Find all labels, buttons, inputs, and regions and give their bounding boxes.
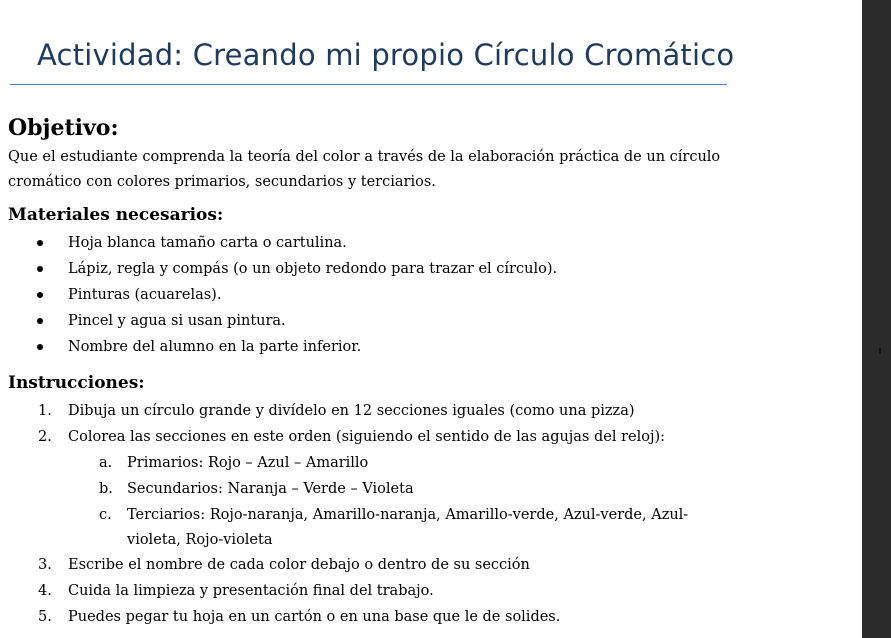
- substep-text: Terciarios: Rojo-naranja, Amarillo-naranja, Amarillo-verde, Azul-verde, Azul-violeta, Rojo-violeta: [127, 507, 689, 548]
- material-item-text: Pinturas (acuarelas).: [68, 287, 222, 303]
- step-text: Puedes pegar tu hoja en un cartón o en una base que le de solides.: [68, 609, 561, 625]
- objective-heading: Objetivo:: [8, 115, 119, 141]
- bullet-icon: [37, 266, 43, 272]
- step-number: 3.: [38, 557, 52, 573]
- title-underline: [10, 84, 727, 85]
- step-number: 4.: [38, 583, 52, 599]
- objective-text: Que el estudiante comprenda la teoría del color a través de la elaboración práctica de un círculo cromático con colores primarios, secundarios y terciarios.: [8, 149, 721, 190]
- scroll-marker: [879, 348, 881, 354]
- step-text: Colorea las secciones en este orden (siguiendo el sentido de las agujas del reloj):: [68, 429, 666, 445]
- document-title: Actividad: Creando mi propio Círculo Cromático: [37, 38, 735, 72]
- substep-text: Primarios: Rojo – Azul – Amarillo: [127, 455, 369, 471]
- step-number: 1.: [38, 403, 52, 419]
- material-item-text: Nombre del alumno en la parte inferior.: [68, 339, 362, 355]
- viewer-scrollbar[interactable]: [862, 0, 891, 638]
- step-text: Dibuja un círculo grande y divídelo en 12 secciones iguales (como una pizza): [68, 403, 635, 419]
- bullet-icon: [37, 344, 43, 350]
- material-item-text: Pincel y agua si usan pintura.: [68, 313, 286, 329]
- substep-text: Secundarios: Naranja – Verde – Violeta: [127, 481, 414, 497]
- step-text: Cuida la limpieza y presentación final del trabajo.: [68, 583, 434, 599]
- substep-letter: a.: [99, 455, 113, 471]
- instructions-heading: Instrucciones:: [8, 373, 145, 393]
- material-item-text: Hoja blanca tamaño carta o cartulina.: [68, 235, 347, 251]
- bullet-icon: [37, 292, 43, 298]
- material-item-text: Lápiz, regla y compás (o un objeto redondo para trazar el círculo).: [68, 261, 558, 277]
- step-text: Escribe el nombre de cada color debajo o dentro de su sección: [68, 557, 530, 573]
- materials-heading: Materiales necesarios:: [8, 205, 224, 225]
- substep-letter: c.: [99, 507, 112, 523]
- step-number: 2.: [38, 429, 52, 445]
- substep-letter: b.: [99, 481, 113, 497]
- step-number: 5.: [38, 609, 52, 625]
- bullet-icon: [37, 240, 43, 246]
- bullet-icon: [37, 318, 43, 324]
